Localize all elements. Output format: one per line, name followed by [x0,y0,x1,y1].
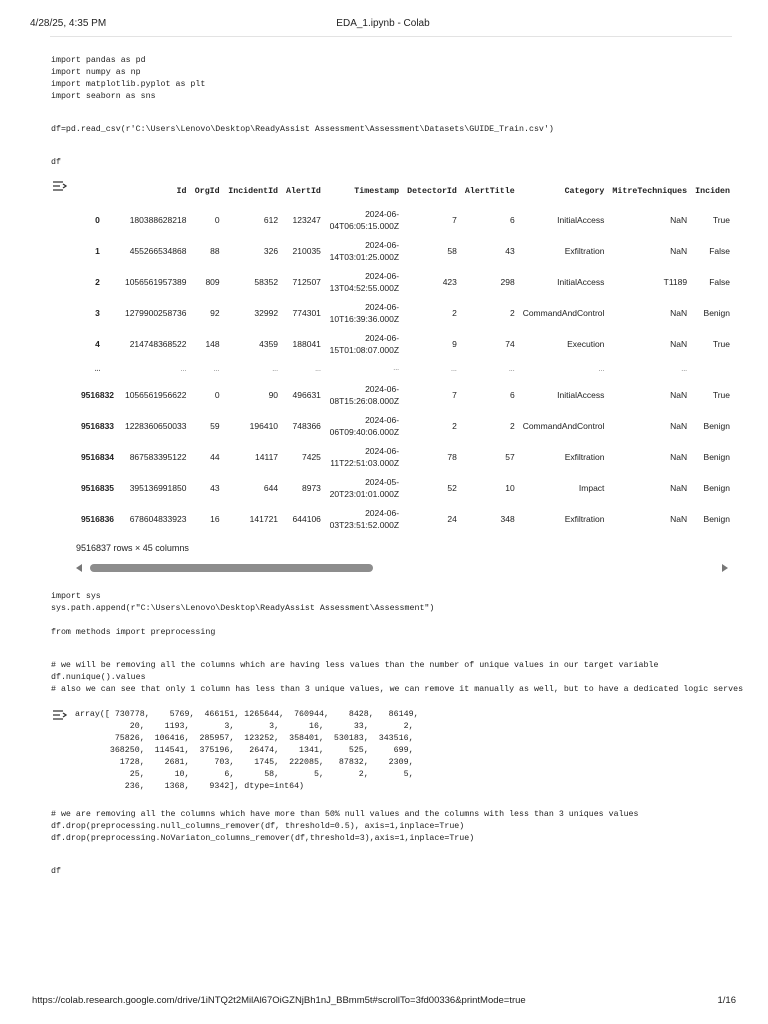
table-cell: 2 [509,307,515,318]
row-index: 9516832 [80,389,115,400]
table-cell: 10 [505,482,515,493]
row-index: 4 [95,338,100,349]
dataframe-table [74,178,734,534]
table-cell: ... [598,365,605,373]
column-header: MitreTechniques [612,186,688,196]
table-cell: 7 [452,214,457,225]
column-header: OrgId [194,186,220,196]
timestamp-line: 14T03:01:25.000Z [329,251,400,262]
table-cell: 774301 [292,307,321,318]
table-cell: 612 [263,214,279,225]
table-cell: 395136991850 [129,482,187,493]
table-cell: 1056561957389 [124,276,187,287]
table-cell: 496631 [292,389,321,400]
column-header: IncidentId [228,186,279,196]
timestamp-line: 06T09:40:06.000Z [329,426,400,437]
code-cell-drop-columns[interactable]: # we are removing all the columns which have more than 50% null values and the columns with less than 3 uniques values df.drop(preprocessing.null_columns_remover(df, threshold=0.5), axis=1,inplace=True) df.drop(preprocessing.NoVariaton_columns_remover(df,threshold=3),axis=1,inplace=True) [51,810,639,843]
table-cell: 0 [214,214,220,225]
table-cell-timestamp [325,297,403,328]
row-index: 2 [95,276,100,287]
table-cell: NaN [670,451,688,462]
table-cell-timestamp [325,379,403,410]
table-cell-timestamp [325,359,403,379]
column-header: AlertId [286,186,321,196]
table-row [74,472,734,503]
table-cell: NaN [670,245,688,256]
table-cell: ... [681,365,688,373]
scroll-left-arrow-icon[interactable] [76,564,82,572]
table-cell: CommandAndControl [522,307,605,318]
table-cell: 148 [205,338,220,349]
table-cell: 348 [500,513,515,524]
table-cell-timestamp [325,328,403,359]
table-cell: Benign [703,420,730,431]
timestamp-line: 15T01:08:07.000Z [329,344,400,355]
table-cell: InitialAccess [557,214,605,225]
table-cell: Exfiltration [564,451,605,462]
timestamp-line: 04T06:05:15.000Z [329,220,400,231]
table-cell: 196410 [249,420,279,431]
page-title: EDA_1.ipynb - Colab [336,18,430,29]
table-cell: ... [508,365,515,373]
table-cell [691,359,734,379]
dataframe-shape: 9516837 rows × 45 columns [76,543,189,553]
table-cell: 52 [447,482,457,493]
table-cell: 78 [447,451,457,462]
table-cell: 2 [509,420,515,431]
table-cell: T1189 [663,276,688,287]
output-toggle-icon[interactable] [52,180,68,192]
code-cell-sys-path[interactable]: import sys sys.path.append(r"C:\Users\Lenovo\Desktop\ReadyAssist Assessment\Assessment") [51,592,435,613]
table-cell: ... [451,365,457,373]
print-header [30,18,736,34]
timestamp-line: 2024-06- [365,383,400,394]
row-index: 9516835 [80,482,115,493]
table-cell: CommandAndControl [522,420,605,431]
table-cell: ... [272,365,279,373]
table-cell: Impact [578,482,605,493]
table-cell: 1279900258736 [124,307,187,318]
table-cell: 4359 [259,338,279,349]
table-row [74,379,734,410]
table-cell-timestamp [325,410,403,441]
timestamp-line: 2024-06- [365,332,400,343]
table-cell: Benign [703,513,730,524]
column-header: DetectorId [407,186,457,196]
table-cell: 6 [509,214,515,225]
table-cell: 1228360650033 [124,420,187,431]
code-cell-df[interactable]: df [51,867,61,876]
table-header-row [74,178,734,204]
code-cell-nunique[interactable]: # we will be removing all the columns which are having less values than the number of unique values in our target variable df.nunique().values # also we can see that only 1 column has less than 3 unique values, we can remove it manually as well, but to have a dedicated logic serves [51,661,744,694]
table-cell-timestamp [325,266,403,297]
table-row [74,441,734,472]
table-cell: Benign [703,482,730,493]
code-cell-import-preprocessing[interactable]: from methods import preprocessing [51,628,216,637]
table-cell: 214748368522 [129,338,187,349]
table-row [74,297,734,328]
timestamp-line: 03T23:51:52.000Z [329,519,400,530]
code-cell-read-csv[interactable]: df=pd.read_csv(r'C:\Users\Lenovo\Desktop\ReadyAssist Assessment\Assessment\Datasets\GUIDE_Train.csv') [51,125,554,134]
table-cell: 712507 [292,276,321,287]
timestamp-line: 2024-06- [365,507,400,518]
timestamp-line: 2024-06- [365,445,400,456]
table-cell: InitialAccess [557,276,605,287]
row-index: 0 [95,214,100,225]
code-cell-df[interactable]: df [51,158,61,167]
table-cell: 58 [447,245,457,256]
table-cell: NaN [670,482,688,493]
table-cell: ... [315,365,321,373]
timestamp-line: 2024-06- [365,239,400,250]
header-divider [50,36,732,37]
table-cell: Benign [703,451,730,462]
table-cell: 188041 [292,338,321,349]
table-cell: True [712,389,730,400]
table-cell: 423 [442,276,457,287]
table-cell: 9 [452,338,457,349]
scroll-right-arrow-icon[interactable] [722,564,728,572]
table-cell: 43 [210,482,220,493]
table-cell: 326 [263,245,279,256]
table-cell: 644106 [292,513,321,524]
table-cell: 0 [214,389,220,400]
scrollbar-thumb[interactable] [90,564,373,572]
table-row [74,328,734,359]
table-row [74,359,734,379]
table-cell: 24 [447,513,457,524]
table-cell-timestamp [325,204,403,235]
table-cell: 210035 [292,245,321,256]
column-header: Inciden [695,186,730,196]
table-cell: 59 [210,420,220,431]
column-header [74,178,121,204]
table-cell: 92 [210,307,220,318]
row-index: 1 [95,245,100,256]
table-cell: 88 [210,245,220,256]
table-cell: 298 [500,276,515,287]
table-cell: 16 [210,513,220,524]
table-cell: True [712,338,730,349]
table-cell: 32992 [254,307,279,318]
table-row [74,204,734,235]
table-cell-timestamp [325,472,403,503]
timestamp-line: 2024-05- [365,476,400,487]
column-header: Id [176,186,187,196]
nunique-array-output: array([ 730778, 5769, 466151, 1265644, 760944, 8428, 86149, 20, 1193, 3, 3, 16, 33, 2, 75826, 106416, 285957, 123252, 358401, 530183, 343516, 368250, 114541, 375196, 26474, 1341, 525, 699, 1728, 2681, 703, 1745, 222085, 87832, 2309, 25, 10, 6, 58, 5, 2, 5, 236, 1368, 9342], dtype=int64) [75,710,419,791]
table-cell: 678604833923 [129,513,187,524]
table-cell: 867583395122 [129,451,187,462]
timestamp-line: 2024-06- [365,301,400,312]
table-cell: NaN [670,420,688,431]
table-cell: 14117 [255,451,279,462]
timestamp-line: 2024-06- [365,414,400,425]
table-cell: NaN [670,307,688,318]
table-cell: 44 [210,451,220,462]
table-cell-timestamp [325,441,403,472]
table-row [74,503,734,534]
table-cell: Exfiltration [564,513,605,524]
table-cell-timestamp [325,235,403,266]
table-cell: 123247 [292,214,321,225]
table-cell: Execution [567,338,605,349]
code-cell-imports[interactable]: import pandas as pd import numpy as np import matplotlib.pyplot as plt import seaborn as sns [51,56,206,101]
table-cell: 57 [505,451,515,462]
table-cell: 644 [263,482,279,493]
table-cell: 2 [452,307,457,318]
table-cell: 748366 [292,420,321,431]
page-number: 1/16 [717,995,736,1006]
table-cell: 7425 [301,451,321,462]
table-cell: ... [213,365,220,373]
table-row [74,266,734,297]
timestamp-line: 2024-06- [365,208,400,219]
table-cell: 141721 [249,513,279,524]
table-cell: NaN [670,513,688,524]
table-cell: 2 [452,420,457,431]
table-row [74,235,734,266]
timestamp-line: 10T16:39:36.000Z [329,313,400,324]
table-cell: Benign [703,307,730,318]
table-cell: 1056561956622 [124,389,187,400]
row-index: 3 [95,307,100,318]
output-toggle-icon[interactable] [52,709,68,721]
horizontal-scrollbar[interactable] [76,563,732,573]
timestamp-line: 2024-06- [365,270,400,281]
timestamp-line: ... [393,365,400,372]
print-footer [32,995,736,1009]
table-cell: 455266534868 [129,245,187,256]
table-cell: 7 [452,389,457,400]
table-cell: NaN [670,214,688,225]
table-cell: 43 [505,245,515,256]
row-index: 9516836 [80,513,115,524]
column-header: AlertTitle [464,186,515,196]
table-cell: 6 [509,389,515,400]
table-cell: False [709,276,730,287]
timestamp-line: 11T22:51:03.000Z [330,457,400,468]
table-cell: NaN [670,389,688,400]
table-row [74,410,734,441]
table-cell: InitialAccess [557,389,605,400]
table-cell: ... [180,365,187,373]
timestamp-line: 08T15:26:08.000Z [329,395,400,406]
row-index: 9516833 [80,420,115,431]
table-cell: False [709,245,730,256]
dataframe-output [74,178,734,538]
table-cell: 90 [268,389,279,400]
page-url: https://colab.research.google.com/drive/1iNTQ2t2MilAl67OiGZNjBh1nJ_BBmm5t#scrollTo=3fd00336&printMode=true [32,995,526,1006]
table-cell: 809 [205,276,220,287]
print-date: 4/28/25, 4:35 PM [30,18,107,29]
table-cell: Exfiltration [564,245,605,256]
table-cell: 8973 [301,482,321,493]
column-header: Timestamp [354,186,400,196]
timestamp-line: 13T04:52:55.000Z [329,282,400,293]
column-header: Category [564,186,605,196]
table-cell: True [712,214,730,225]
row-index: ... [94,365,101,373]
table-cell-timestamp [325,503,403,534]
row-index: 9516834 [80,451,115,462]
table-cell: 58352 [254,276,279,287]
table-cell: NaN [670,338,688,349]
table-cell: 180388628218 [129,214,187,225]
timestamp-line: 20T23:01:01.000Z [329,488,400,499]
table-cell: 74 [505,338,515,349]
